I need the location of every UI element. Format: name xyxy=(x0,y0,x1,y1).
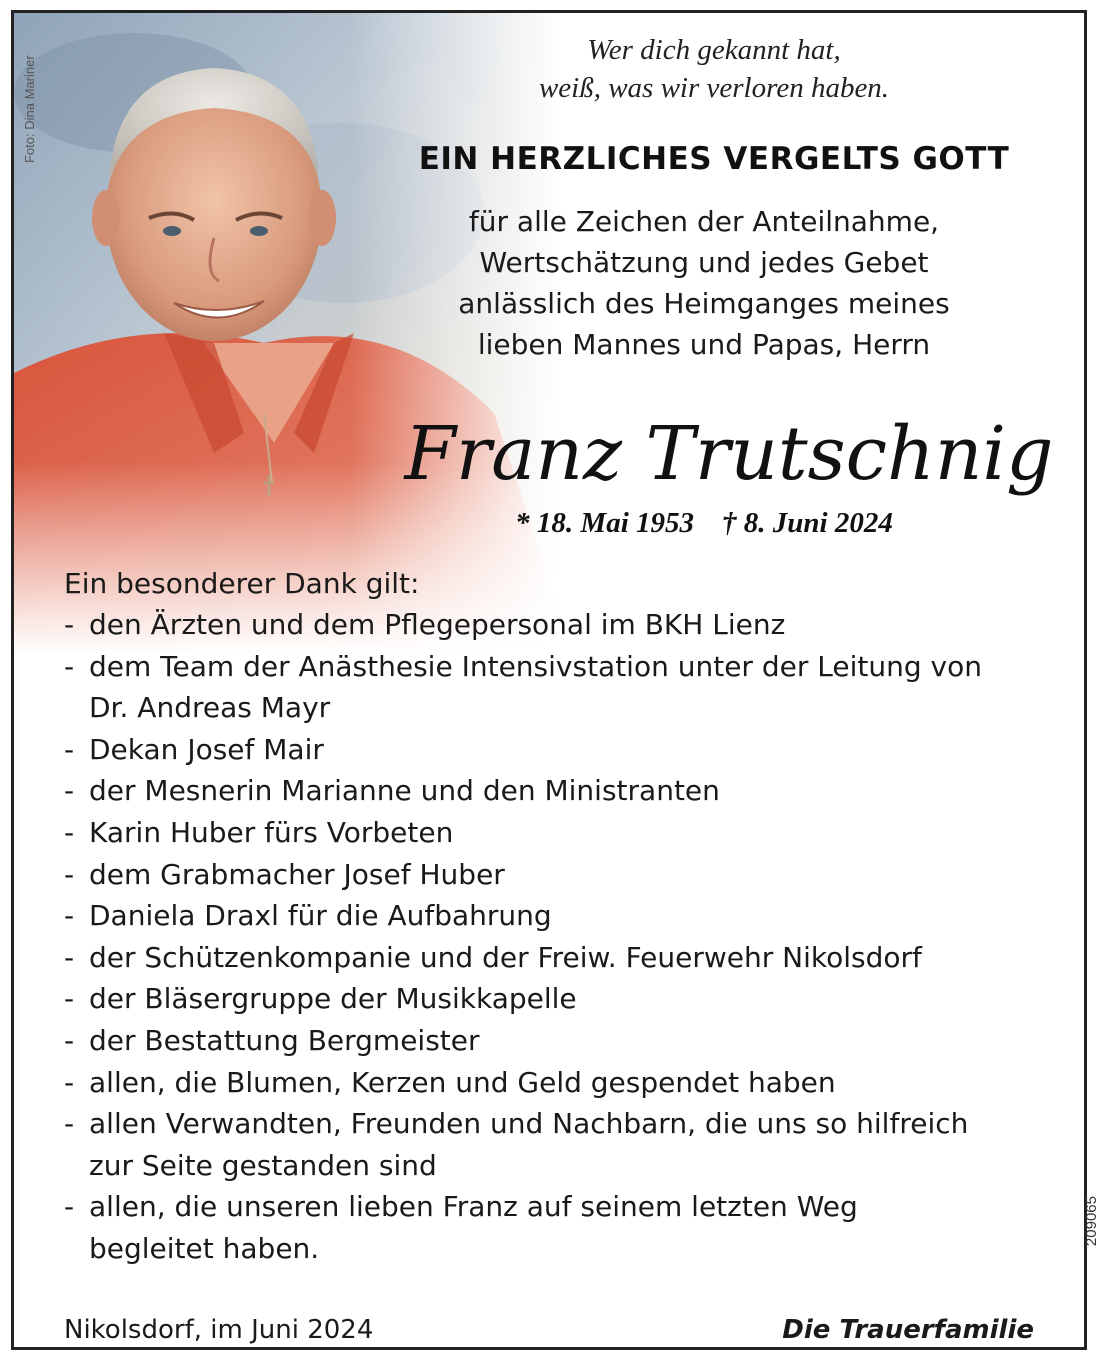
intro-line: anlässlich des Heimganges meines xyxy=(458,287,950,320)
thanks-item-text: Dr. Andreas Mayr xyxy=(89,691,331,725)
bullet-dash: - xyxy=(64,982,75,1016)
motto-line-2: weiß, was wir verloren haben. xyxy=(538,72,890,104)
thanks-item-text: den Ärzten und dem Pflegepersonal im BKH Lienz xyxy=(89,608,786,641)
bullet-dash: - xyxy=(64,608,75,641)
bullet-dash: - xyxy=(64,1190,75,1224)
bullet-dash: - xyxy=(64,1107,75,1141)
thanks-item-text: dem Grabmacher Josef Huber xyxy=(89,857,505,891)
thanks-item-text: dem Team der Anästhesie Intensivstation unter der Leitung von xyxy=(89,649,982,683)
thanks-item xyxy=(64,978,1064,1020)
bullet-dash: - xyxy=(64,899,75,933)
thanks-item-text: Dekan Josef Mair xyxy=(89,732,324,766)
thanks-item-text: der Bläsergruppe der Musikkapelle xyxy=(89,982,577,1016)
deceased-name: Franz Trutschnig xyxy=(404,411,1054,497)
thanks-item xyxy=(64,1186,1064,1269)
thanks-list xyxy=(64,604,1064,1270)
bullet-dash: - xyxy=(64,1023,75,1057)
thanks-item-text: der Schützenkompanie und der Freiw. Feuerwehr Nikolsdorf xyxy=(89,940,922,974)
intro-line: lieben Mannes und Papas, Herrn xyxy=(477,328,931,361)
thanks-item-text: der Bestattung Bergmeister xyxy=(89,1023,480,1057)
thanks-section xyxy=(64,563,1064,1270)
intro-line: Wertschätzung und jedes Gebet xyxy=(479,246,929,279)
place-date: Nikolsdorf, im Juni 2024 xyxy=(64,1315,374,1345)
thanks-item xyxy=(64,854,1064,896)
bullet-dash: - xyxy=(64,940,75,974)
thanks-item xyxy=(64,937,1064,979)
thanks-item xyxy=(64,1020,1064,1062)
bullet-dash: - xyxy=(64,1065,75,1099)
thanks-heading: Ein besonderer Dank gilt: xyxy=(64,567,420,600)
headline: EIN HERZLICHES VERGELTS GOTT xyxy=(418,141,1010,177)
signature: Die Trauerfamilie xyxy=(782,1315,1034,1345)
thanks-item-text: begleitet haben. xyxy=(89,1231,320,1265)
thanks-item xyxy=(64,729,1064,771)
thanks-item xyxy=(64,646,1064,729)
thanks-item-text: allen, die Blumen, Kerzen und Geld gespendet haben xyxy=(89,1065,836,1099)
thanks-item-text: Karin Huber fürs Vorbeten xyxy=(89,815,454,849)
thanks-item-text: der Mesnerin Marianne und den Ministranten xyxy=(89,774,720,808)
thanks-item xyxy=(64,812,1064,854)
death-date: † 8. Juni 2024 xyxy=(722,507,893,539)
bullet-dash: - xyxy=(64,815,75,849)
motto-line-1: Wer dich gekannt hat, xyxy=(587,34,841,66)
thanks-item-text: allen, die unseren lieben Franz auf seinem letzten Weg xyxy=(89,1190,858,1224)
intro-line: für alle Zeichen der Anteilnahme, xyxy=(468,205,940,238)
bullet-dash: - xyxy=(64,774,75,808)
thanks-item xyxy=(64,1062,1064,1104)
thanks-item-text: allen Verwandten, Freunden und Nachbarn, die uns so hilfreich xyxy=(89,1107,969,1141)
obituary-card xyxy=(11,10,1087,1350)
bullet-dash: - xyxy=(64,649,75,683)
birth-date: * 18. Mai 1953 xyxy=(515,507,694,539)
thanks-item xyxy=(64,604,1064,646)
life-dates xyxy=(494,507,914,540)
bullet-dash: - xyxy=(64,857,75,891)
photo-credit: Foto: Dina Mariner xyxy=(22,55,37,163)
reference-number: 209065 xyxy=(1083,1196,1100,1247)
thanks-item-text: Daniela Draxl für die Aufbahrung xyxy=(89,899,552,933)
thanks-item xyxy=(64,1103,1064,1186)
intro-text xyxy=(394,201,1014,365)
bullet-dash: - xyxy=(64,732,75,766)
thanks-item xyxy=(64,770,1064,812)
thanks-item xyxy=(64,895,1064,937)
thanks-item-text: zur Seite gestanden sind xyxy=(89,1148,437,1182)
